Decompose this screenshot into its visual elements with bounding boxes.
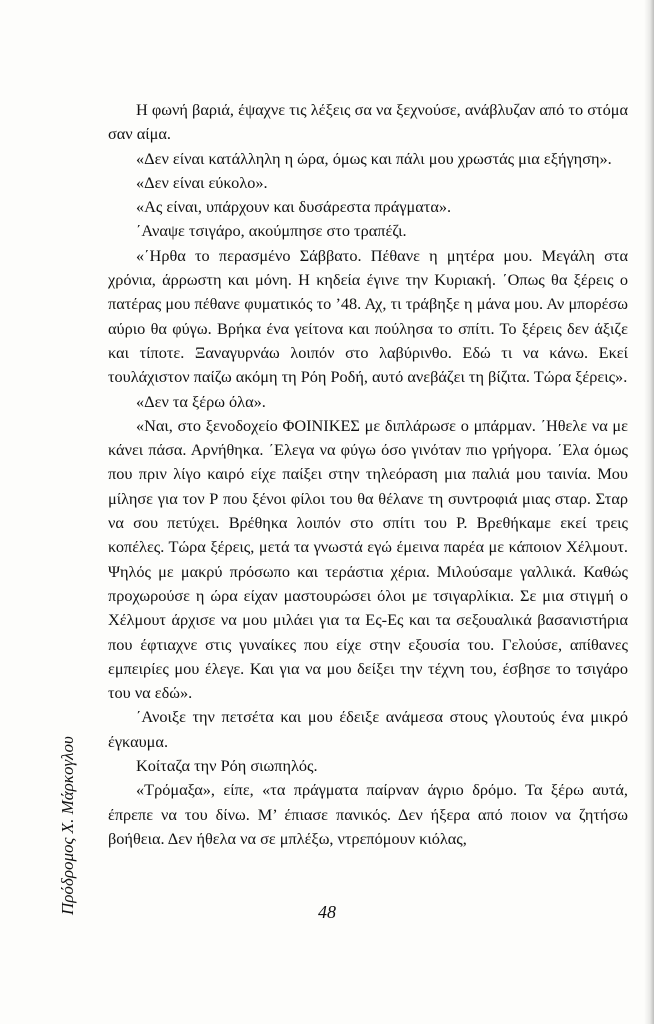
paragraph: «Τρόμαξα», είπε, «τα πράγματα παίρναν άγριο δρόμο. Τα ξέρω αυτά, έπρεπε να του δίνω. Μ’ έπιασε πανικός. Δεν ήξερα από ποιον να ζητήσω βοήθεια. Δεν ήθελα να σε μπλέξω, ντρεπόμουν κιόλας, bbox=[108, 780, 628, 848]
page-number: 48 bbox=[318, 902, 336, 922]
paragraph: «Δεν είναι εύκολο». bbox=[136, 172, 268, 192]
paragraph: «Ας είναι, υπάρχουν και δυσάρεστα πράγματα». bbox=[136, 197, 452, 217]
paragraph: ΄Αναψε τσιγάρο, ακούμπησε στο τραπέζι. bbox=[136, 221, 407, 241]
page-edge-shadow bbox=[644, 0, 654, 1024]
paragraph: «΄Ηρθα το περασμένο Σάββατο. Πέθανε η μητέρα μου. Μεγάλη στα χρόνια, άρρωστη και μόνη. Η κηδεία έγινε την Κυριακή. ΄Οπως θα ξέρεις ο πατέρας μου πέθανε φυματικός το ’48. Αχ, τι τράβηξε η μάνα μου. Αν μπορέσω αύριο θα φύγω. Βρήκα ένα γείτονα και πούλησα το σπίτι. Το ξέρεις δεν άξιζε και τίποτε. Ξαναγυρνάω λοιπόν στο λαβύρινθο. Εδώ τι να κάνω. Εκεί τουλάχιστον παίζω ακόμη τη Ρόη Ροδή, αυτό ανεβάζει τη βίζιτα. Τώρα ξέρεις». bbox=[108, 245, 628, 387]
paragraph: «Δεν τα ξέρω όλα». bbox=[136, 391, 266, 411]
page-body bbox=[108, 98, 628, 851]
paragraph: «Δεν είναι κατάλληλη η ώρα, όμως και πάλι μου χρωστάς μια εξήγηση». bbox=[136, 148, 612, 168]
paragraph: Κοίταζα την Ρόη σιωπηλός. bbox=[136, 756, 318, 776]
paragraph: «Ναι, στο ξενοδοχείο ΦΟΙΝΙΚΕΣ με διπλάρωσε ο μπάρμαν. ΄Ηθελε να με κάνει πάσα. Αρνήθηκα. ΄Ελεγα να φύγω όσο γινόταν πιο γρήγορα. ΄Ελα όμως που πριν λίγο καιρό είχε παίξει στην τηλεόραση μια παλιά μου ταινία. Μου μίλησε για τον Ρ που ξένοι φίλοι του θα θέλανε τη συντροφιά μιας σταρ. Σταρ να σου πετύχει. Βρέθηκα λοιπόν στο σπίτι του Ρ. Βρεθήκαμε εκεί τρεις κοπέλες. Τώρα ξέρεις, μετά τα γνωστά εγώ έμεινα παρέα με κάποιον Χέλμουτ. Ψηλός με μακρύ πρόσωπο και τεράστια χέρια. Μιλούσαμε γαλλικά. Καθώς προχωρούσε η ώρα είχαν μαστουρώσει όλοι με τσιγαρλίκια. Σε μια στιγμή ο Χέλμουτ άρχισε να μου μιλάει για τα Ες-Ες και τα σεξουαλικά βασανιστήρια που έφτιαχνε στις γυναίκες που είχε στην εξουσία του. Γελούσε, απίθανες εμπειρίες μου έλεγε. Και για να μου δείξει την τέχνη του, έσβησε το τσιγάρο του να εδώ». bbox=[108, 415, 628, 703]
side-author-name: Πρόδρομος Χ. Μάρκογλου bbox=[58, 736, 77, 915]
paragraph: Η φωνή βαριά, έψαχνε τις λέξεις σα να ξεχνούσε, ανάβλυζαν από το στόμα σαν αίμα. bbox=[108, 100, 628, 144]
paragraph: ΄Ανοιξε την πετσέτα και μου έδειξε ανάμεσα στους γλουτούς ένα μικρό έγκαυμα. bbox=[108, 707, 628, 751]
